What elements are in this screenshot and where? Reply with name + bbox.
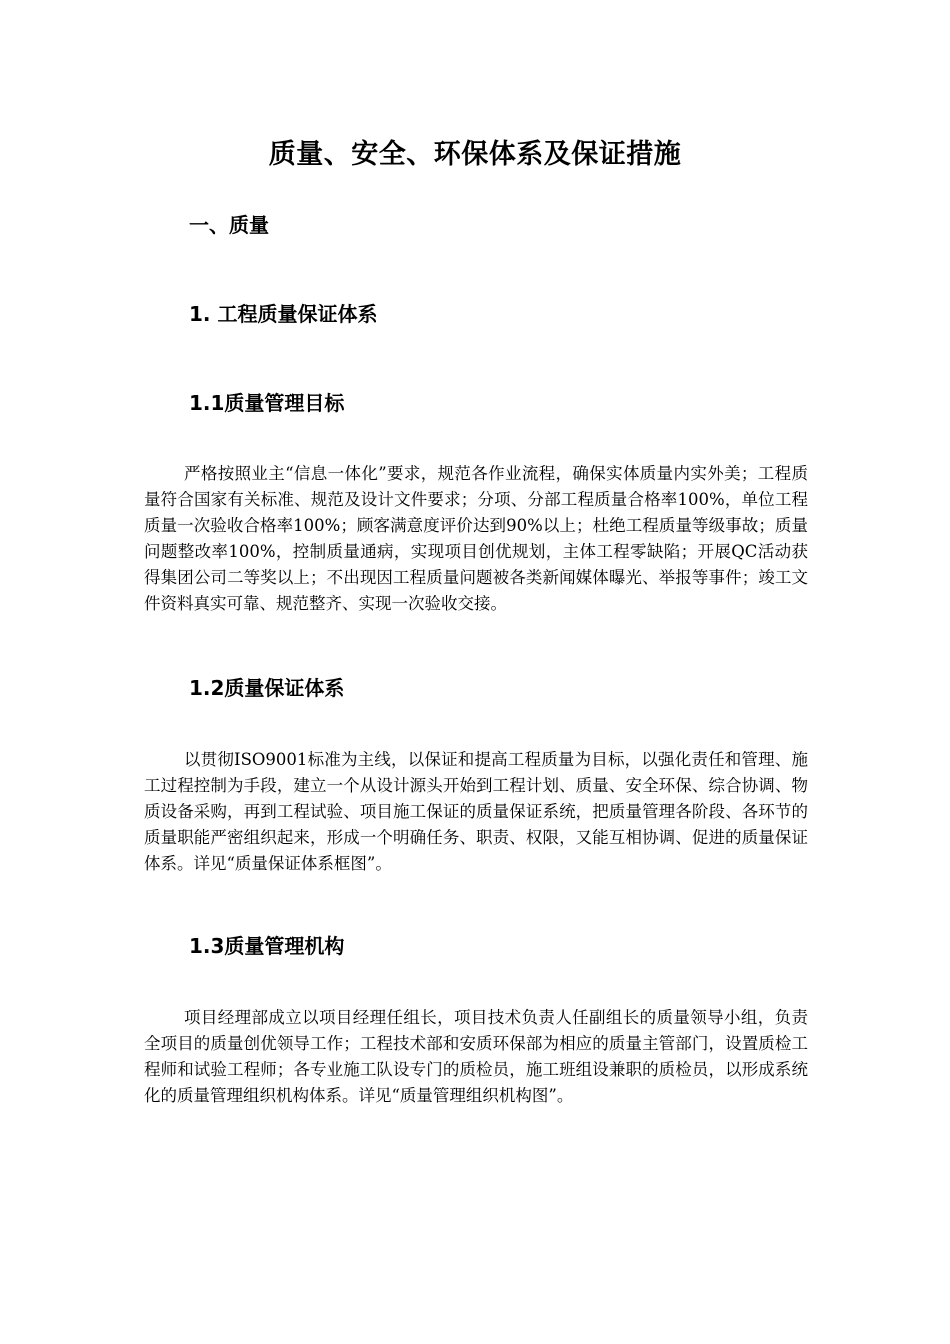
subsection-heading-quality-organization: 1.3质量管理机构 — [189, 934, 345, 958]
subsection-heading-quality-goals: 1.1质量管理目标 — [189, 391, 345, 415]
section-heading-quality-assurance-system: 1. 工程质量保证体系 — [189, 302, 378, 326]
section-heading-quality: 一、质量 — [189, 213, 269, 237]
paragraph-quality-organization: 项目经理部成立以项目经理任组长，项目技术负责人任副组长的质量领导小组，负责全项目的质量创优领导工作；工程技术部和安质环保部为相应的质量主管部门，设置质检工程师和试验工程师；各专业施工队设专门的质检员，施工班组设兼职的质检员，以形成系统化的质量管理组织机构体系。详见“质量管理组织机构图”。 — [144, 1008, 808, 1105]
paragraph-quality-assurance: 以贯彻ISO9001标准为主线，以保证和提高工程质量为目标，以强化责任和管理、施工过程控制为手段，建立一个从设计源头开始到工程计划、质量、安全环保、综合协调、物质设备采购，再到工程试验、项目施工保证的质量保证系统，把质量管理各阶段、各环节的质量职能严密组织起来，形成一个明确任务、职责、权限，又能互相协调、促进的质量保证体系。详见“质量保证体系框图”。 — [144, 750, 808, 873]
paragraph-quality-goals: 严格按照业主“信息一体化”要求，规范各作业流程，确保实体质量内实外美；工程质量符合国家有关标准、规范及设计文件要求；分项、分部工程质量合格率100%，单位工程质量一次验收合格率100%；顾客满意度评价达到90%以上；杜绝工程质量等级事故；质量问题整改率100%，控制质量通病，实现项目创优规划，主体工程零缺陷；开展QC活动获得集团公司二等奖以上；不出现因工程质量问题被各类新闻媒体曝光、举报等事件；竣工文件资料真实可靠、规范整齐、实现一次验收交接。 — [144, 464, 808, 613]
document-title: 质量、安全、环保体系及保证措施 — [268, 139, 682, 170]
subsection-heading-quality-assurance: 1.2质量保证体系 — [189, 676, 345, 700]
